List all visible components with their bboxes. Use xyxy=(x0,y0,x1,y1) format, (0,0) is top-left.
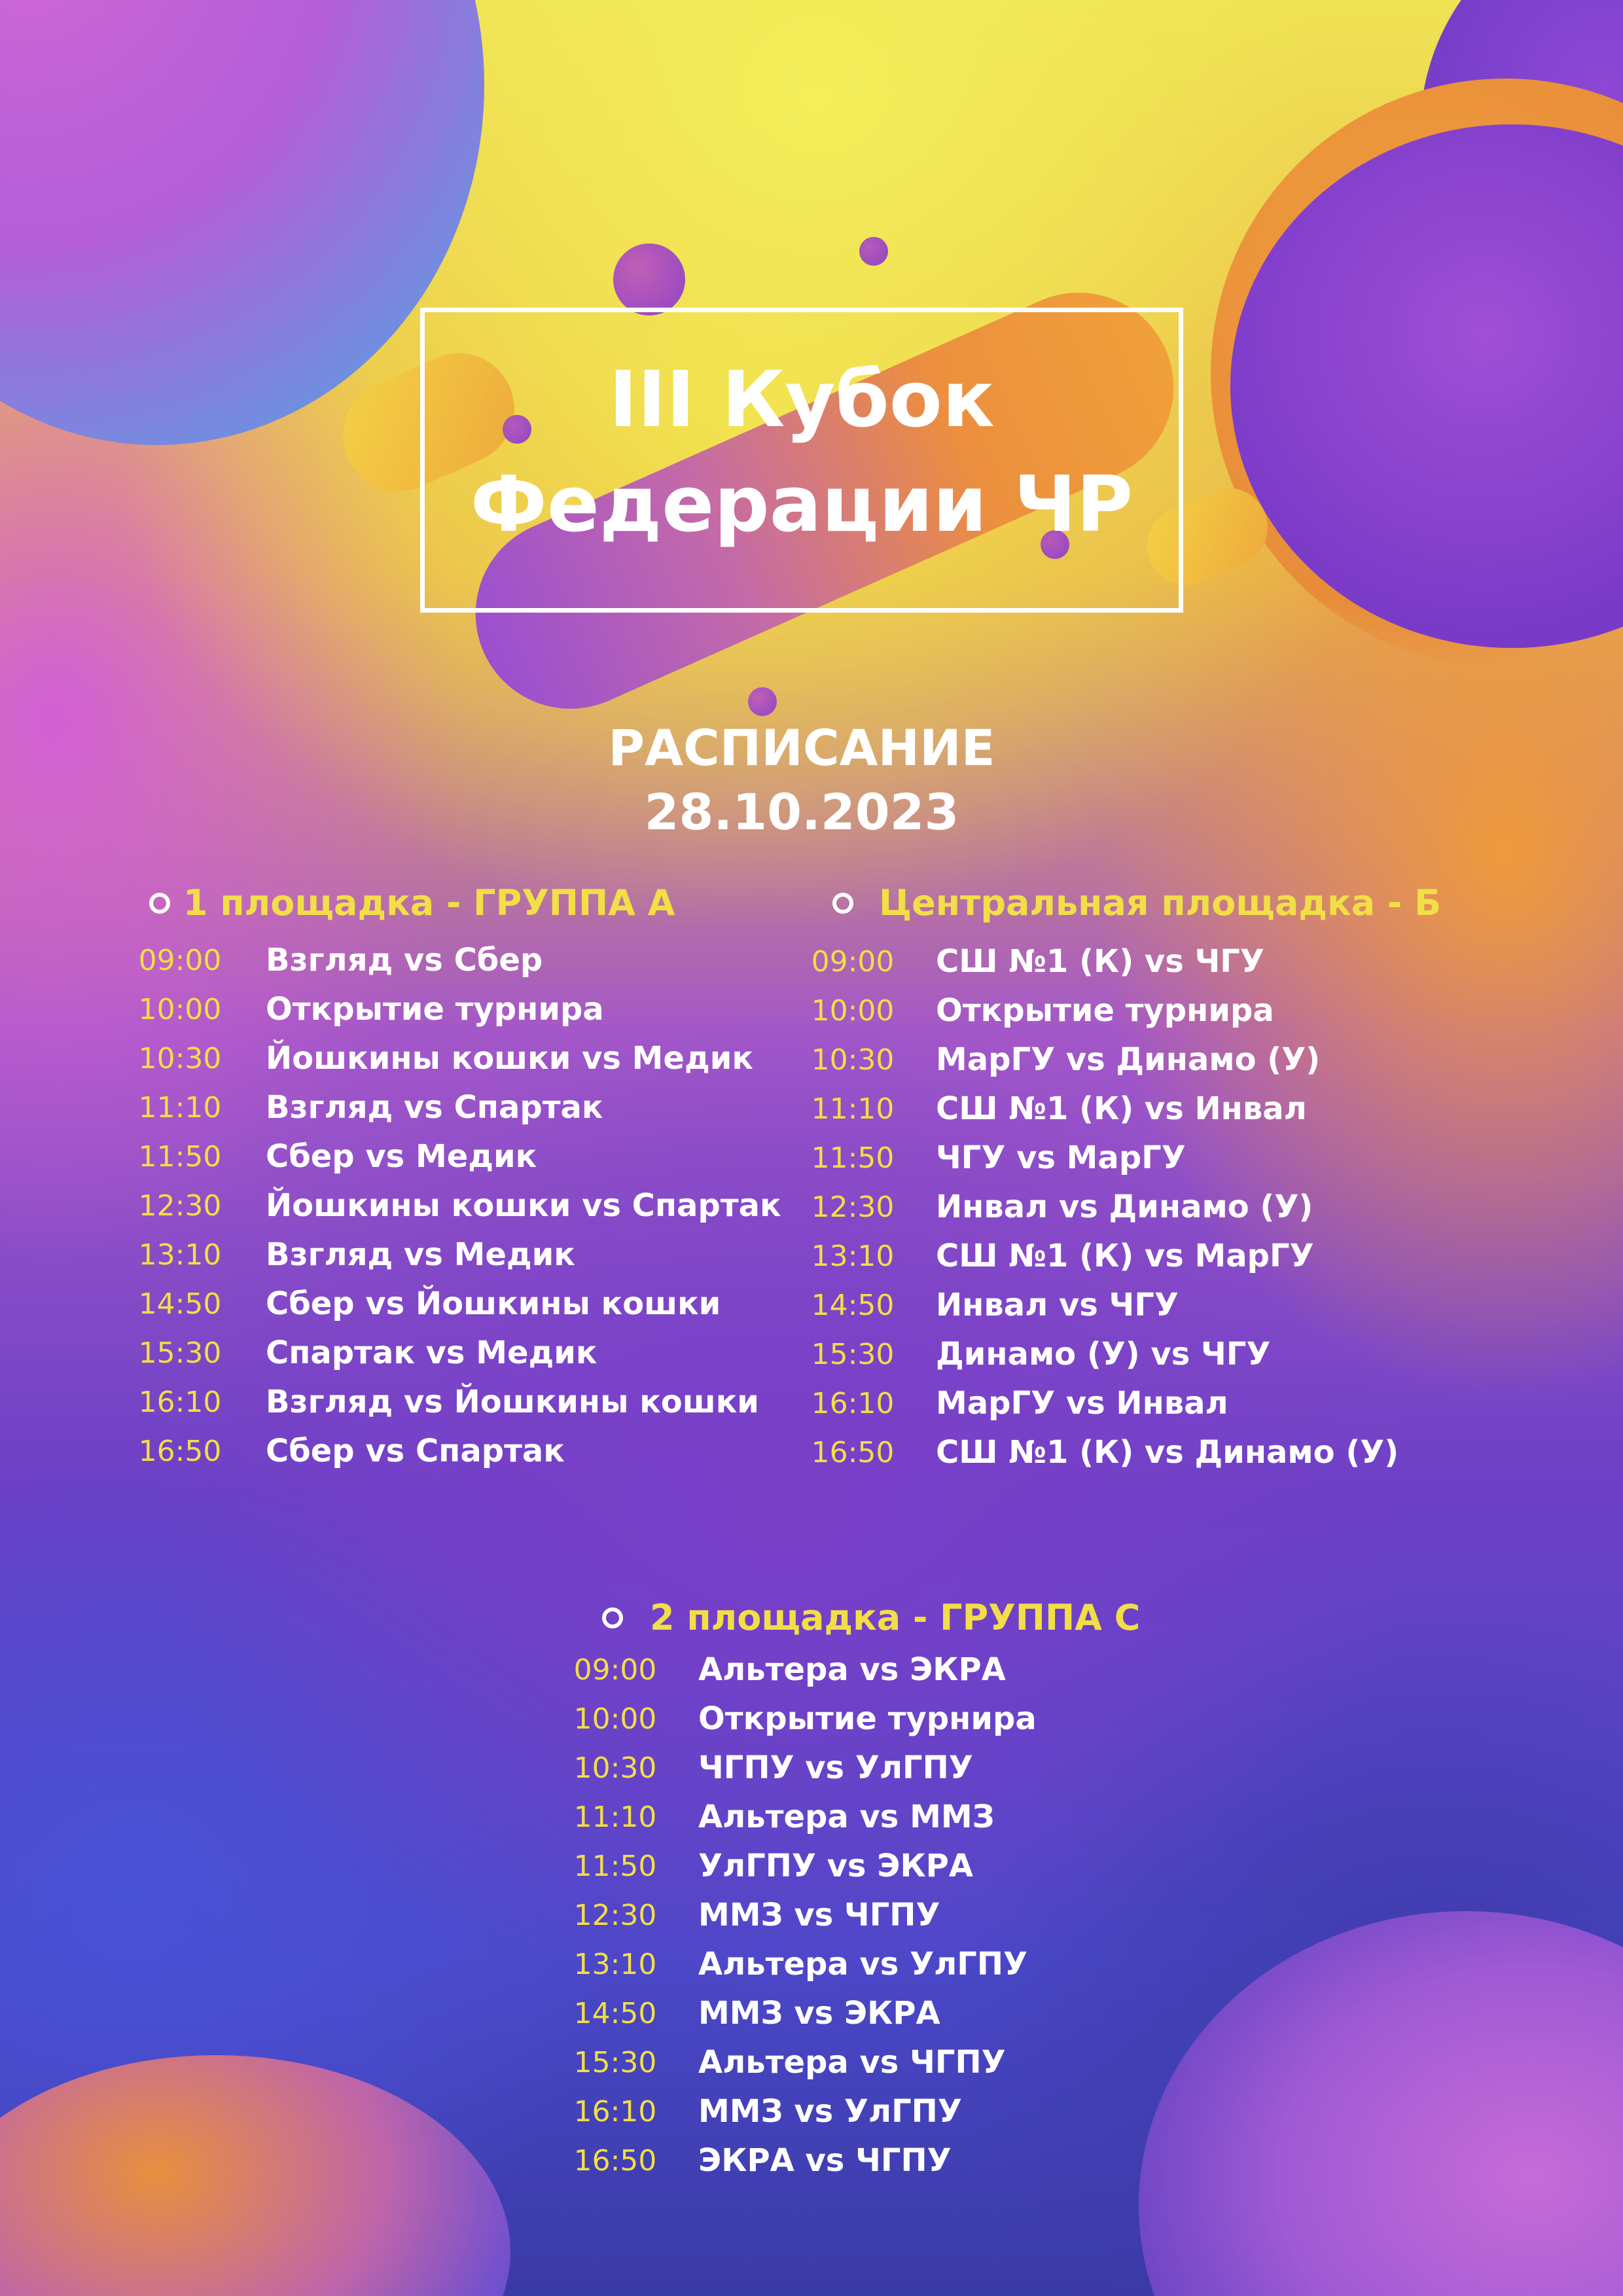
schedule-row xyxy=(797,1428,1569,1477)
match-name: Открытие турнира xyxy=(698,1700,1037,1737)
match-time: 15:30 xyxy=(811,1338,895,1371)
match-time: 11:10 xyxy=(573,1801,657,1834)
schedule-row xyxy=(560,1940,1149,1989)
match-time: 10:00 xyxy=(811,994,895,1028)
match-time: 11:10 xyxy=(811,1092,895,1126)
schedule-row xyxy=(797,1232,1569,1281)
match-name: УлГПУ vs ЭКРА xyxy=(698,1848,973,1884)
match-name: Инвал vs ЧГУ xyxy=(936,1287,1179,1323)
match-name: Альтера vs ЭКРА xyxy=(698,1651,1006,1688)
match-name: ЭКРА vs ЧГПУ xyxy=(698,2142,952,2179)
schedule-row xyxy=(797,1183,1569,1232)
match-name: ЧГУ vs МарГУ xyxy=(936,1139,1186,1176)
match-name: ММЗ vs ЭКРА xyxy=(698,1995,940,2032)
schedule-row xyxy=(797,1134,1569,1183)
match-name: Сбер vs Медик xyxy=(266,1138,537,1175)
match-time: 12:30 xyxy=(811,1191,895,1224)
schedule-row xyxy=(560,1989,1149,2038)
schedule-heading xyxy=(458,716,1145,844)
schedule-row xyxy=(560,1891,1149,1940)
match-name: Динамо (У) vs ЧГУ xyxy=(936,1336,1271,1372)
section-title-group-c: 2 площадка - ГРУППА С xyxy=(650,1597,1141,1638)
schedule-list-group-a xyxy=(124,936,812,1476)
schedule-row xyxy=(797,1379,1569,1428)
bottom-right-blob xyxy=(1139,1911,1623,2296)
match-name: МарГУ vs Динамо (У) xyxy=(936,1041,1321,1078)
schedule-row xyxy=(124,1132,812,1181)
match-name: Взгляд vs Йошкины кошки xyxy=(266,1384,759,1420)
bubble-2 xyxy=(859,237,888,266)
match-time: 09:00 xyxy=(573,1653,657,1687)
match-name: СШ №1 (К) vs МарГУ xyxy=(936,1238,1314,1274)
match-time: 11:50 xyxy=(573,1850,657,1883)
match-name: Инвал vs Динамо (У) xyxy=(936,1189,1313,1225)
match-name: Йошкины кошки vs Медик xyxy=(266,1040,753,1077)
match-time: 12:30 xyxy=(573,1899,657,1932)
match-time: 13:10 xyxy=(573,1948,657,1981)
bubble-1 xyxy=(613,243,685,315)
schedule-row xyxy=(560,1793,1149,1842)
schedule-label: РАСПИСАНИЕ xyxy=(608,719,995,777)
match-name: Сбер vs Йошкины кошки xyxy=(266,1285,721,1322)
match-time: 09:00 xyxy=(138,944,222,977)
schedule-row xyxy=(124,1181,812,1230)
schedule-row xyxy=(797,1085,1569,1134)
match-time: 11:50 xyxy=(138,1140,222,1174)
match-time: 16:50 xyxy=(138,1435,222,1468)
match-name: Взгляд vs Спартак xyxy=(266,1089,603,1126)
schedule-row xyxy=(797,937,1569,986)
bottom-left-blob xyxy=(0,2055,510,2296)
match-name: МарГУ vs Инвал xyxy=(936,1385,1228,1422)
schedule-row xyxy=(797,986,1569,1035)
match-time: 10:30 xyxy=(811,1043,895,1077)
schedule-list-group-c xyxy=(560,1645,1149,2185)
section-title-group-a: 1 площадка - ГРУППА А xyxy=(183,882,675,924)
match-time: 15:30 xyxy=(138,1336,222,1370)
schedule-row xyxy=(560,2136,1149,2185)
match-name: ММЗ vs ЧГПУ xyxy=(698,1897,940,1933)
match-time: 09:00 xyxy=(811,945,895,978)
match-time: 11:10 xyxy=(138,1091,222,1124)
schedule-row xyxy=(124,1378,812,1427)
match-name: Взгляд vs Сбер xyxy=(266,942,543,978)
event-title-line2: Федерации ЧР xyxy=(470,459,1133,549)
schedule-row xyxy=(560,1842,1149,1891)
match-time: 14:50 xyxy=(811,1289,895,1322)
match-name: Сбер vs Спартак xyxy=(266,1433,565,1469)
match-time: 10:00 xyxy=(138,993,222,1026)
schedule-row xyxy=(124,1329,812,1378)
schedule-row xyxy=(560,1645,1149,1695)
match-name: СШ №1 (К) vs ЧГУ xyxy=(936,943,1264,980)
schedule-row xyxy=(124,1230,812,1280)
section-marker-icon xyxy=(149,893,170,914)
bubble-5 xyxy=(748,687,777,716)
schedule-row xyxy=(797,1330,1569,1379)
match-time: 10:30 xyxy=(138,1042,222,1075)
schedule-row xyxy=(124,936,812,985)
match-name: Открытие турнира xyxy=(266,991,604,1028)
section-marker-icon xyxy=(832,893,853,914)
match-name: Альтера vs ММЗ xyxy=(698,1799,995,1835)
schedule-row xyxy=(797,1035,1569,1085)
schedule-row xyxy=(124,1034,812,1083)
schedule-row xyxy=(124,1427,812,1476)
schedule-row xyxy=(124,1083,812,1132)
match-name: Взгляд vs Медик xyxy=(266,1236,575,1273)
schedule-date: 28.10.2023 xyxy=(644,783,959,841)
match-name: Альтера vs УлГПУ xyxy=(698,1946,1027,1982)
match-time: 16:10 xyxy=(573,2095,657,2128)
match-name: СШ №1 (К) vs Динамо (У) xyxy=(936,1434,1399,1471)
schedule-row xyxy=(124,1280,812,1329)
match-time: 15:30 xyxy=(573,2046,657,2079)
match-time: 10:00 xyxy=(573,1702,657,1736)
match-name: Альтера vs ЧГПУ xyxy=(698,2044,1006,2081)
schedule-row xyxy=(560,2038,1149,2087)
match-name: Спартак vs Медик xyxy=(266,1335,597,1371)
event-title-line1: III Кубок xyxy=(609,354,995,444)
match-time: 11:50 xyxy=(811,1141,895,1175)
schedule-row xyxy=(560,1744,1149,1793)
match-name: ММЗ vs УлГПУ xyxy=(698,2093,962,2130)
match-time: 12:30 xyxy=(138,1189,222,1223)
match-time: 13:10 xyxy=(811,1240,895,1273)
event-title xyxy=(393,347,1211,556)
match-time: 10:30 xyxy=(573,1751,657,1785)
match-time: 13:10 xyxy=(138,1238,222,1272)
schedule-row xyxy=(560,2087,1149,2136)
match-time: 16:50 xyxy=(573,2144,657,2178)
match-time: 16:10 xyxy=(811,1387,895,1420)
section-title-central-b: Центральная площадка - Б xyxy=(879,882,1442,924)
section-marker-icon xyxy=(602,1607,623,1628)
schedule-row xyxy=(560,1695,1149,1744)
match-time: 16:10 xyxy=(138,1386,222,1419)
match-time: 14:50 xyxy=(573,1997,657,2030)
match-name: Открытие турнира xyxy=(936,992,1274,1029)
schedule-list-central-b xyxy=(797,937,1569,1477)
schedule-row xyxy=(797,1281,1569,1330)
match-name: СШ №1 (К) vs Инвал xyxy=(936,1090,1307,1127)
match-time: 16:50 xyxy=(811,1436,895,1469)
match-name: ЧГПУ vs УлГПУ xyxy=(698,1749,973,1786)
schedule-row xyxy=(124,985,812,1034)
match-name: Йошкины кошки vs Спартак xyxy=(266,1187,781,1224)
match-time: 14:50 xyxy=(138,1287,222,1321)
